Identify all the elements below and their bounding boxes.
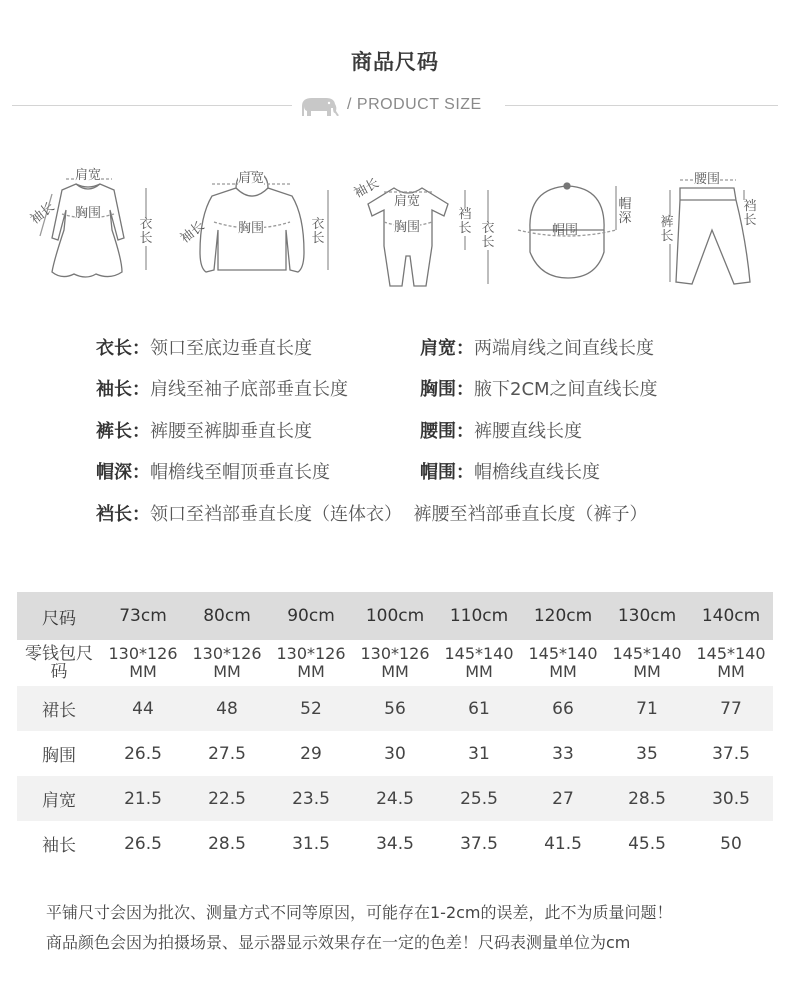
- table-cell: 66: [521, 686, 605, 731]
- table-cell: 145*140 MM: [696, 644, 766, 681]
- pants-figure: [676, 188, 750, 284]
- romper-rise-label: 裆长: [458, 207, 472, 236]
- table-cell: 26.5: [124, 833, 162, 854]
- table-row: [17, 686, 773, 731]
- table-cell: 29: [300, 743, 322, 764]
- table-cell: 130*126 MM: [192, 644, 262, 681]
- elephant-icon: [296, 94, 342, 120]
- table-cell: 23.5: [269, 776, 353, 821]
- table-cell: 30: [384, 743, 406, 764]
- definition-item: 腰围：裤腰直线长度: [420, 421, 582, 442]
- table-row-label: 胸围: [42, 746, 76, 766]
- table-header-cell: 尺码: [17, 592, 101, 640]
- table-row: [17, 640, 773, 686]
- cap-depth-label: 帽深: [618, 197, 632, 226]
- page-title: 商品尺码: [351, 50, 439, 74]
- table-header-cell: 100cm: [353, 592, 437, 640]
- table-cell: 34.5: [376, 833, 414, 854]
- table-header-cell: 110cm: [437, 592, 521, 640]
- table-cell: 22.5: [185, 776, 269, 821]
- size-table: [17, 592, 773, 866]
- definition-item: 袖长：肩线至袖子底部垂直长度: [96, 379, 348, 400]
- cap-circumference-label: 帽围: [552, 223, 579, 238]
- hoodie-chest-label: 胸围: [238, 221, 265, 236]
- size-notes: [46, 898, 673, 958]
- table-cell: 24.5: [353, 776, 437, 821]
- dress-chest-label: 胸围: [75, 206, 102, 221]
- table-row-label: 袖长: [42, 836, 76, 856]
- romper-shoulder-label: 肩宽: [394, 194, 421, 209]
- measurement-figures: [0, 160, 790, 300]
- romper-length-label: 衣长: [481, 221, 495, 250]
- table-cell: 21.5: [101, 776, 185, 821]
- table-row-label: 肩宽: [17, 776, 101, 821]
- definition-item: 帽深：帽檐线至帽顶垂直长度: [96, 462, 330, 483]
- table-cell: 31: [468, 743, 490, 764]
- table-cell: 35: [636, 743, 658, 764]
- table-cell: 28.5: [605, 776, 689, 821]
- table-cell: 145*140 MM: [528, 644, 598, 681]
- table-cell: 28.5: [208, 833, 246, 854]
- table-cell: 30.5: [689, 776, 773, 821]
- table-header-cell: 120cm: [521, 592, 605, 640]
- hoodie-length-label: 衣长: [311, 217, 325, 246]
- definition-item: 胸围：腋下2CM之间直线长度: [420, 379, 658, 400]
- table-cell: 145*140 MM: [444, 644, 514, 681]
- table-cell: 41.5: [544, 833, 582, 854]
- hoodie-shoulder-label: 肩宽: [238, 171, 265, 186]
- hoodie-sleeve-label: 袖长: [177, 218, 208, 247]
- note-line: 平铺尺寸会因为批次、测量方式不同等原因，可能存在1-2cm的误差，此不为质量问题！: [46, 903, 673, 922]
- table-header-cell: 140cm: [689, 592, 773, 640]
- table-cell: 27: [521, 776, 605, 821]
- table-cell: 61: [437, 686, 521, 731]
- definition-item: 衣长：领口至底边垂直长度: [96, 338, 312, 359]
- definition-item: 裤长：裤腰至裤脚垂直长度: [96, 421, 312, 442]
- table-row: [17, 821, 773, 866]
- table-row: [17, 776, 773, 821]
- table-header-row: [17, 592, 773, 640]
- divider-left: [12, 105, 292, 106]
- table-cell: 52: [269, 686, 353, 731]
- table-cell: 48: [185, 686, 269, 731]
- table-cell: 130*126 MM: [360, 644, 430, 681]
- dress-length-label: 衣长: [139, 217, 153, 246]
- table-cell: 77: [689, 686, 773, 731]
- definition-item: 帽围：帽檐线直线长度: [420, 462, 600, 483]
- table-cell: 50: [720, 833, 742, 854]
- pants-length-label: 裤长: [660, 215, 674, 244]
- table-header-cell: 130cm: [605, 592, 689, 640]
- table-cell: 71: [605, 686, 689, 731]
- table-cell: 26.5: [124, 743, 162, 764]
- pants-waist-label: 腰围: [694, 172, 721, 187]
- dress-figure: [52, 184, 124, 277]
- romper-chest-label: 胸围: [394, 220, 421, 235]
- pants-rise-label: 裆长: [743, 199, 757, 228]
- table-cell: 44: [101, 686, 185, 731]
- page-subtitle: / PRODUCT SIZE: [347, 96, 482, 113]
- romper-sleeve-label: 袖长: [351, 175, 382, 202]
- table-cell: 45.5: [628, 833, 666, 854]
- definition-item: 肩宽：两端肩线之间直线长度: [420, 338, 654, 359]
- divider-right: [505, 105, 778, 106]
- dress-shoulder-label: 肩宽: [75, 168, 102, 183]
- table-header-cell: 73cm: [101, 592, 185, 640]
- table-cell: 27.5: [208, 743, 246, 764]
- table-cell: 130*126 MM: [276, 644, 346, 681]
- table-cell: 33: [552, 743, 574, 764]
- table-cell: 56: [353, 686, 437, 731]
- subtitle-row: [0, 92, 790, 122]
- table-cell: 130*126 MM: [108, 644, 178, 681]
- table-header-cell: 90cm: [269, 592, 353, 640]
- table-row-label: 零钱包尺码: [25, 644, 93, 682]
- table-row-label: 裙长: [17, 686, 101, 731]
- table-row: [17, 731, 773, 776]
- definition-item: 裆长：领口至裆部垂直长度（连体衣） 裤腰至裆部垂直长度（裤子）: [96, 504, 648, 525]
- table-cell: 37.5: [712, 743, 750, 764]
- table-cell: 145*140 MM: [612, 644, 682, 681]
- dress-sleeve-label: 袖长: [27, 199, 58, 228]
- table-cell: 25.5: [437, 776, 521, 821]
- note-line: 商品颜色会因为拍摄场景、显示器显示效果存在一定的色差！尺码表测量单位为cm: [46, 933, 631, 952]
- table-cell: 37.5: [460, 833, 498, 854]
- table-header-cell: 80cm: [185, 592, 269, 640]
- table-cell: 31.5: [292, 833, 330, 854]
